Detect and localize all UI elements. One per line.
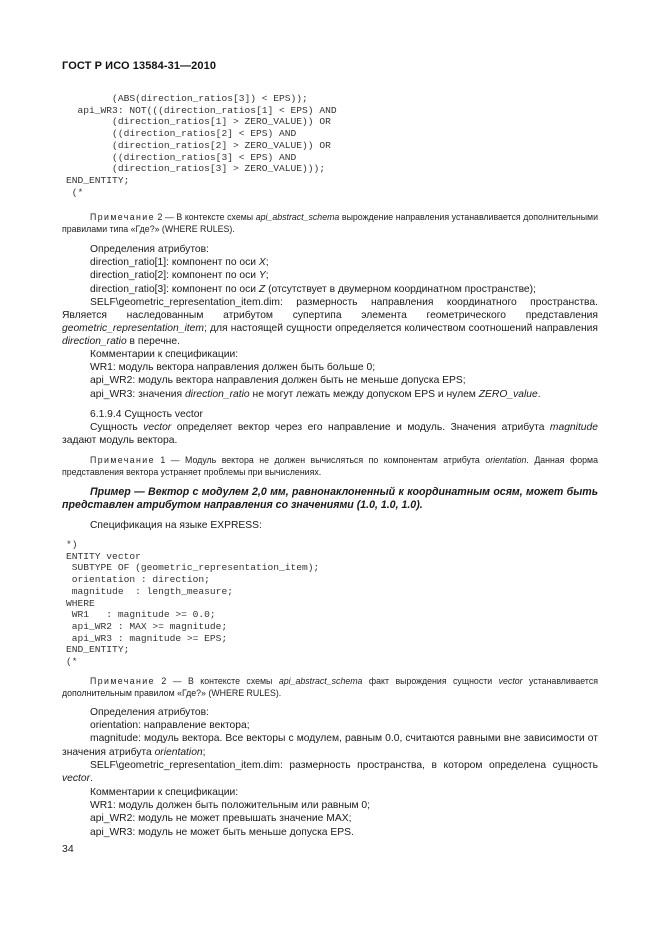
comment-api-wr2: api_WR2: модуль не может превышать значение MAX; [90,813,352,825]
comment-api-wr3: api_WR3: значения direction_ratio не могут лежать между допуском EPS и нулем ZERO_value. [90,388,541,400]
code-block-vector-entity [66,539,319,668]
spec-label-block [62,519,598,532]
code-line: *) [66,539,78,550]
vector-spec-comments [62,786,598,839]
definitions-title: Определения атрибутов: [90,707,209,718]
definition-direction-ratio-2: direction_ratio[2]: компонент по оси Y; [90,270,269,282]
definition-self-dim: SELF\geometric_representation_item.dim: размерность направления координатного пространства. Является наследованным атрибутом супертипа элемента геометрического представления geometric_representation_item; для настоящей сущности определяется количеством соотношений направления direction_ratio в перечне. [62,296,598,348]
definition-self-dim: SELF\geometric_representation_item.dim: размерность пространства, в котором определена сущность vector. [62,759,598,785]
code-line: api_WR3: NOT(((direction_ratios[1] < EPS) AND [66,104,337,116]
code-block-direction-rules [66,93,337,198]
code-line: api_WR2 : MAX >= magnitude; [66,620,228,632]
note-label: Примечание [90,455,155,465]
code-line: ((direction_ratios[3] < EPS) AND [66,151,297,163]
code-line: WR1 : magnitude >= 0.0; [66,609,216,621]
section-paragraph: Сущность vector определяет вектор через его направление и модуль. Значения атрибута magnitude задают модуль вектора. [62,422,598,447]
code-line: (direction_ratios[2] > ZERO_VALUE)) OR [66,139,331,151]
code-line: (direction_ratios[1] > ZERO_VALUE)) OR [66,116,331,128]
code-line: ((direction_ratios[2] < EPS) AND [66,128,297,140]
comments-title: Комментарии к спецификации: [90,787,239,798]
direction-spec-comments [62,348,598,401]
comment-wr1: WR1: модуль должен быть положительным или равным 0; [90,800,371,812]
page-header: ГОСТ Р ИСО 13584-31—2010 [62,60,217,72]
note-vector-magnitude: Примечание 1 — Модуль вектора не должен вычисляться по компонентам атрибута orientation. Данная форма представления вектора устраняет проблемы при вычислениях. [62,455,598,478]
spec-label: Спецификация на языке EXPRESS: [90,520,262,531]
note-label: Примечание [90,676,155,686]
comment-api-wr2: api_WR2: модуль вектора направления должен быть не меньше допуска EPS; [90,375,466,387]
code-line: orientation : direction; [66,574,210,586]
page-number: 34 [62,843,74,855]
definition-direction-ratio-3: direction_ratio[3]: компонент по оси Z (отсутствует в двумерном координатном пространстве); [90,283,536,295]
definition-orientation: orientation: направление вектора; [90,720,250,732]
section-heading: 6.1.9.4 Сущность vector [90,409,203,420]
code-line: (ABS(direction_ratios[3]) < EPS)); [66,93,308,104]
code-line: magnitude : length_measure; [66,585,233,597]
note-vector-degeneration: Примечание 2 — В контексте схемы api_abstract_schema факт вырождения сущности vector устанавливается дополнительным правилом «Где?» (WHERE RULES). [62,676,598,699]
code-line: (* [66,186,84,198]
example-paragraph: Пример — Вектор с модулем 2,0 мм, равнонаклоненный к координатным осям, может быть представлен атрибутом направления со значениями (1.0, 1.0, 1.0). [62,486,598,512]
code-line: api_WR3 : magnitude >= EPS; [66,632,228,644]
direction-attribute-definitions [62,243,598,349]
comments-title: Комментарии к спецификации: [90,349,239,360]
code-line: (* [66,656,78,668]
code-line: ENTITY vector [66,550,141,562]
vector-attribute-definitions [62,706,598,785]
comment-wr1: WR1: модуль вектора направления должен быть больше 0; [90,362,376,374]
note-direction-degeneration: Примечание 2 — В контексте схемы api_abstract_schema вырождение направления устанавливается дополнительными правилами типа «Где?» (WHERE RULES). [62,212,598,235]
code-line: END_ENTITY; [66,644,130,656]
code-line: END_ENTITY; [66,174,130,186]
definition-direction-ratio-1: direction_ratio[1]: компонент по оси X; [90,257,269,269]
code-line: SUBTYPE OF (geometric_representation_item); [66,562,320,574]
section-vector [62,408,598,448]
definitions-title: Определения атрибутов: [90,244,209,255]
definition-magnitude: magnitude: модуль вектора. Все векторы с модулем, равным 0.0, считаются равными вне зависимости от значения атрибута orientation; [62,733,598,758]
code-line: WHERE [66,597,95,609]
comment-api-wr3: api_WR3: модуль не может быть меньше допуска EPS. [90,826,354,838]
code-line: (direction_ratios[3] > ZERO_VALUE))); [66,163,326,175]
note-label: Примечание [90,212,155,222]
